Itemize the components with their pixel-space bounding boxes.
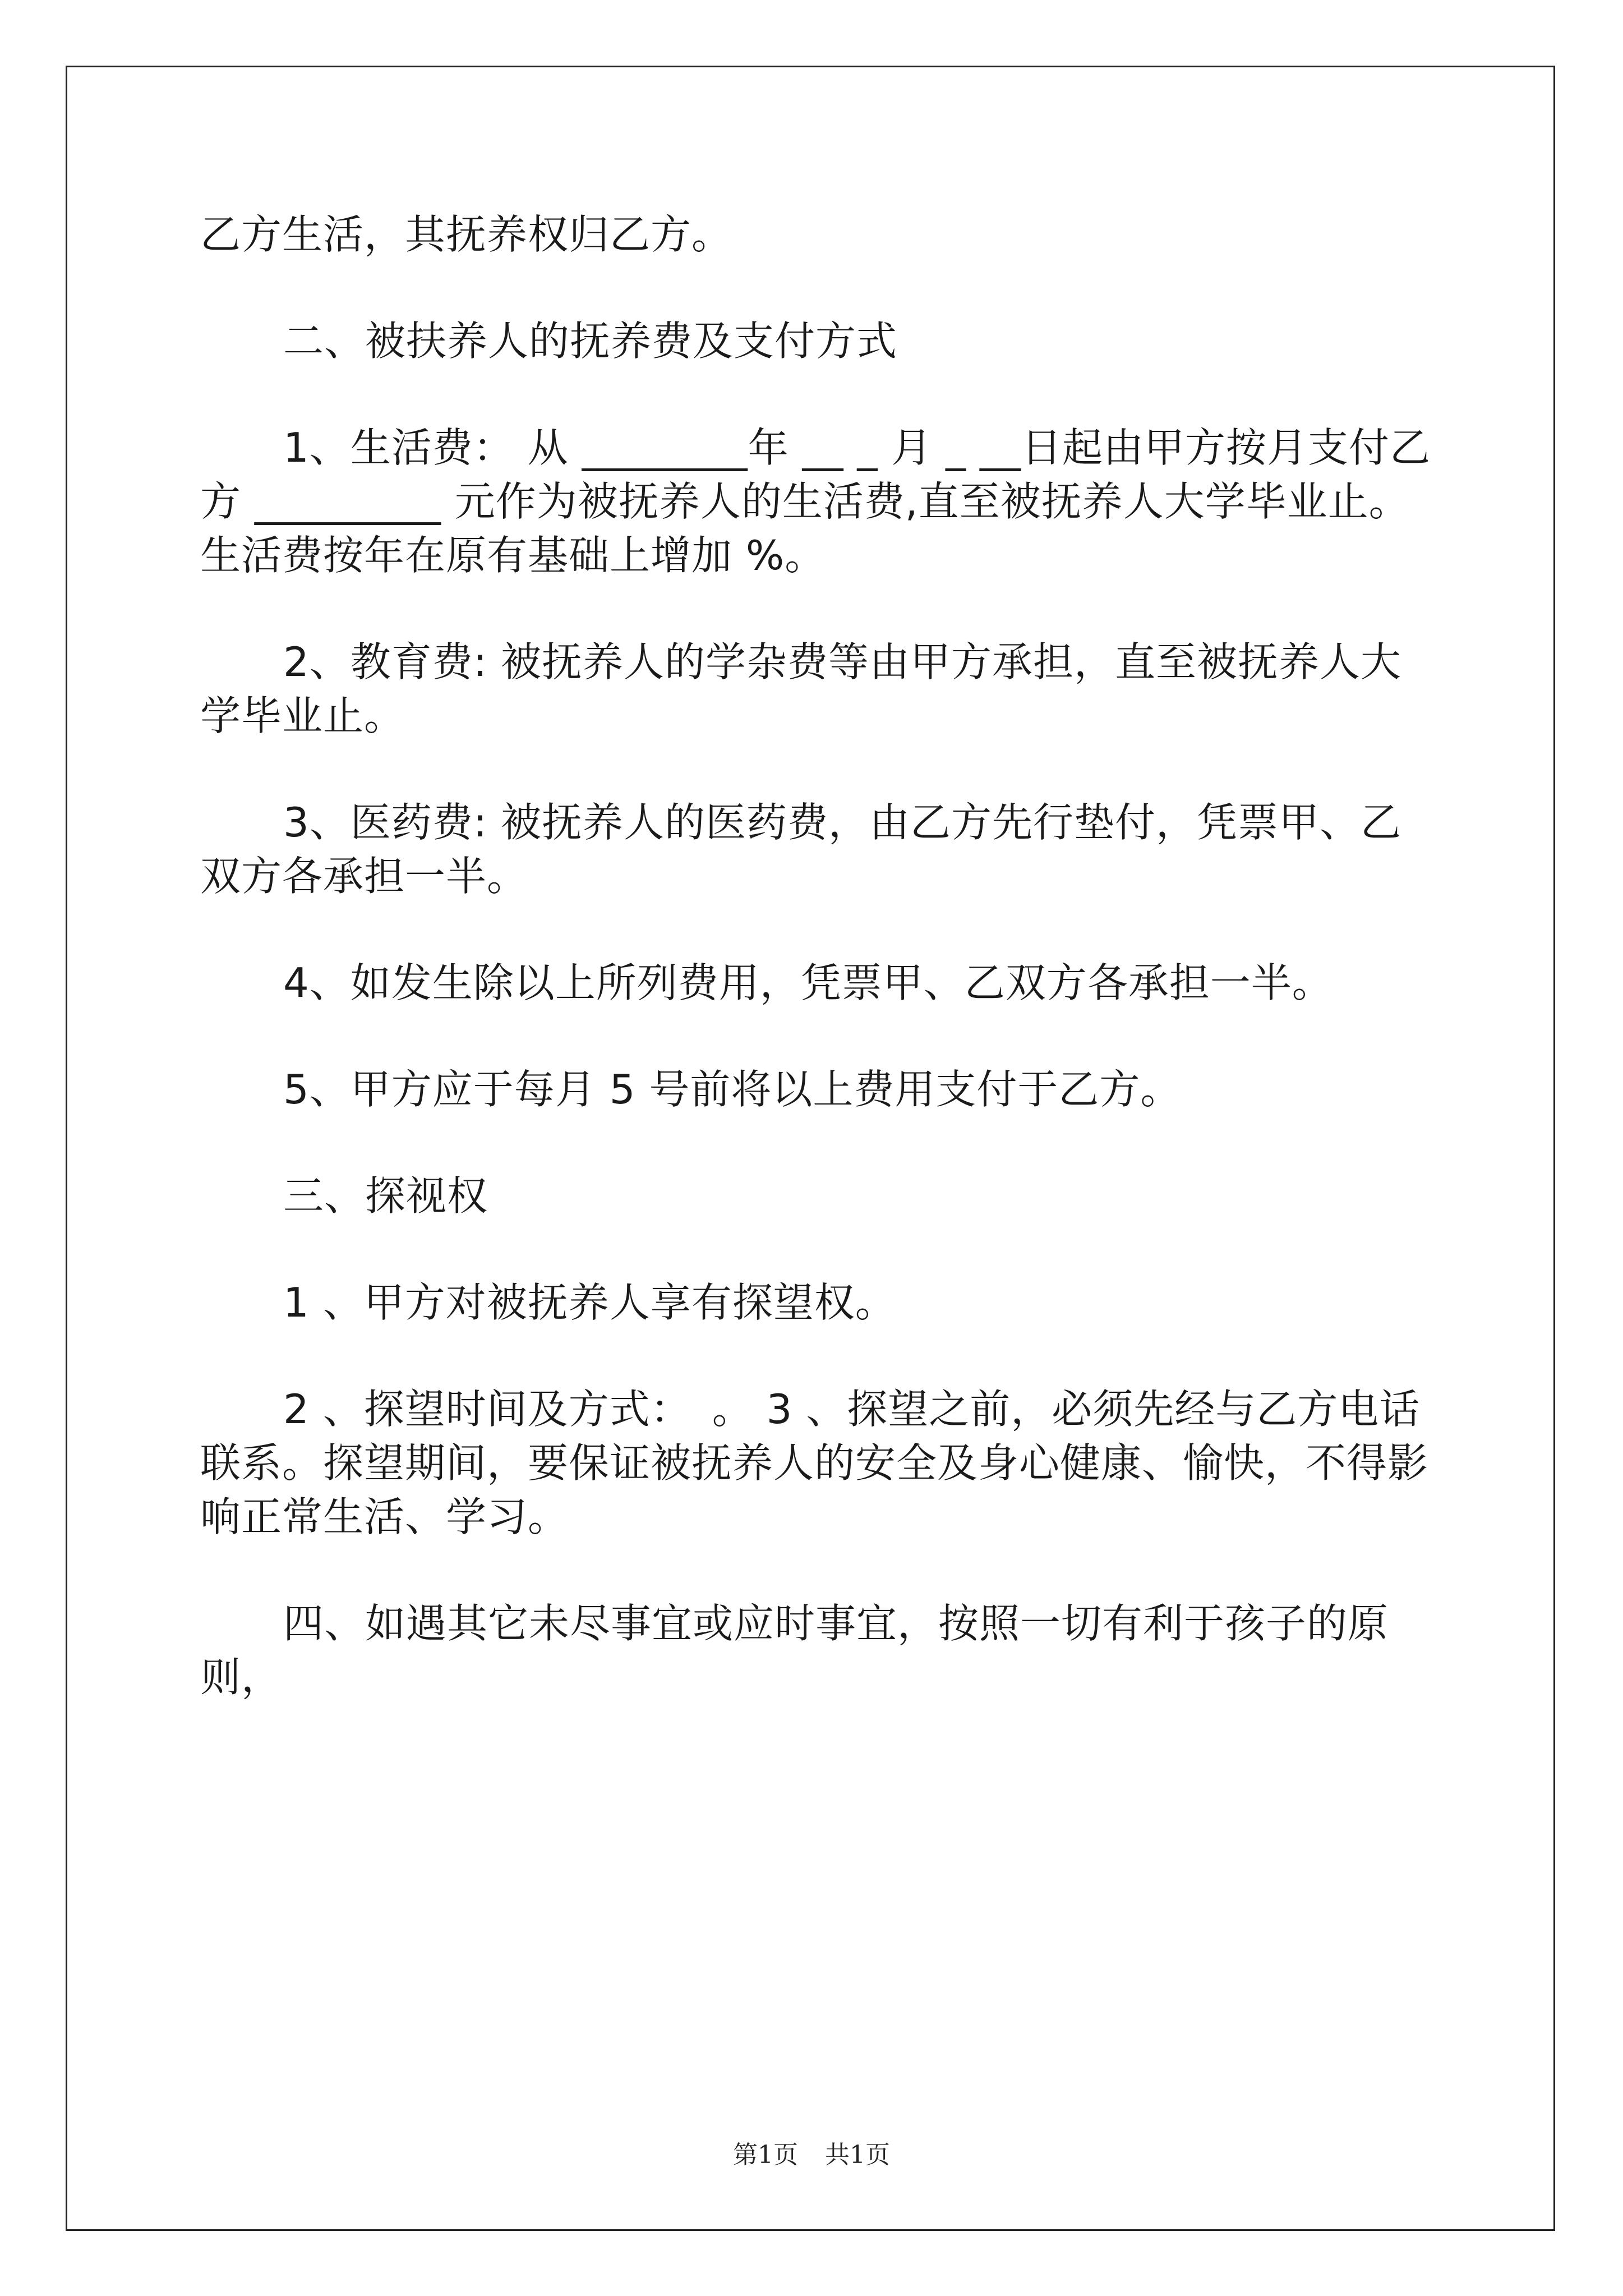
section-heading-other-matters: 四、如遇其它未尽事宜或应时事宜，按照一切有利于孩子的原则， <box>200 1600 1389 1701</box>
total-pages-label: 共1页 <box>825 2141 890 2169</box>
paragraph-1: 乙方生活，其抚养权归乙方。 <box>200 211 733 258</box>
document-body <box>200 208 1431 1757</box>
paragraph-other-fees: 4、如发生除以上所列费用，凭票甲、乙双方各承担一半。 <box>283 959 1333 1006</box>
section-heading-support-fee: 二、被扶养人的抚养费及支付方式 <box>283 318 898 365</box>
section-heading-visitation: 三、探视权 <box>283 1172 488 1220</box>
paragraph-visitation-terms: 2 、探望时间及方式： 。 3 、探望之前，必须先经与乙方电话联系。探望期间，要保证被抚养人的安全及身心健康、愉快，不得影响正常生活、学习。 <box>200 1386 1429 1540</box>
current-page-label: 第1页 <box>733 2141 798 2169</box>
page-footer <box>0 2134 1623 2170</box>
paragraph-living-expenses: 1、生活费： 从 ________年 __ _ 月 _ __日起由甲方按月支付乙方 _________ 元作为被抚养人的生活费,直至被抚养人大学毕业止。生活费按年在原有基础上增加 %。 <box>200 424 1431 579</box>
paragraph-medical-fee: 3、医药费: 被抚养人的医药费，由乙方先行垫付，凭票甲、乙双方各承担一半。 <box>200 799 1401 900</box>
paragraph-payment-date: 5、甲方应于每月 5 号前将以上费用支付于乙方。 <box>283 1066 1182 1113</box>
paragraph-education-fee: 2、教育费: 被抚养人的学杂费等由甲方承担，直至被抚养人大学毕业止。 <box>200 638 1401 739</box>
paragraph-visitation-right: 1 、甲方对被抚养人享有探望权。 <box>283 1279 896 1326</box>
